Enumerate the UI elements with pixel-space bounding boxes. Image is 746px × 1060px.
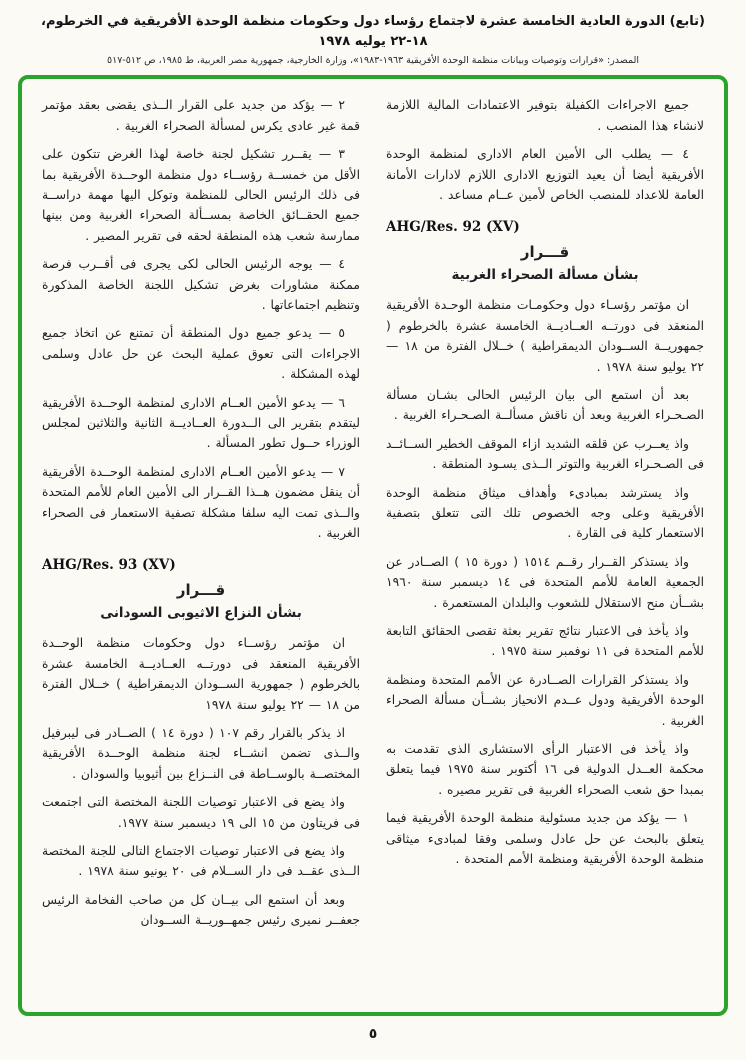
paragraph: واذ يستذكر القرارات الصــادرة عن الأمم المتحدة ومنظمة الوحدة الأفريقية ودول عــدم الانحياز بشــأن مسألة الصحراء الغربية .	[386, 672, 704, 728]
column-left	[42, 95, 360, 1002]
green-border-frame	[18, 75, 728, 1016]
paragraph: واذ يضع فى الاعتبار توصيات اللجنة المختصة التى اجتمعت فى فريتاون من ١٥ الى ١٩ ديسمبر سنة ١٩٧٧.	[42, 795, 360, 830]
paragraph: ٤ — يطلب الى الأمين العام الادارى لمنظمة الوحدة الأفريقية أيضا أن يعيد التوزيع الادارى اللازم لادارات الأمانة العامة للاعداد للمنصب الخاص لأمين عــام مساعد .	[386, 147, 704, 202]
paragraph: واذ يعــرب عن قلقه الشديد ازاء الموقف الخطير الســائــد فى الصـحـراء الغربية والتوتر الــذى يسـود المنطقة .	[386, 436, 704, 472]
resolution-title: قـــرار	[520, 243, 570, 262]
paragraph: ١ — يؤكد من جديد مسئولية منظمة الوحدة الأفريقية فيما يتعلق بالبحث عن حل عادل وسلمى وفقا لمبادىء ميثاقى منظمة الوحدة الأفريقية ومنظمة الأمم المتحدة .	[386, 811, 704, 867]
paragraph: واذ يأخذ فى الاعتبار الرأى الاستشارى الذى تقدمت به محكمة العــدل الدولية فى ١٦ أكتوبر سنة ١٩٧٥ فيما يتعلق بمبدا حق شعب الصحراء الغربية فى تقرير مصيره .	[386, 742, 704, 797]
page-header	[0, 0, 746, 67]
resolution-code: AHG/Res. 92 (XV)	[386, 219, 520, 236]
header-source-citation: المصدر: «قرارات وتوصيات وبيانات منظمة الوحدة الأفريقية ١٩٦٣-١٩٨٣»، وزارة الخارجية، جمهورية مصر العربية، ط ١٩٨٥، ص ٥١٢-٥١٧	[106, 55, 639, 66]
paragraph: ٦ — يدعو الأمين العــام الادارى لمنظمة الوحــدة الأفريقية ليتقدم بتقرير الى الــدورة العــاديــة الثانية والثلاثين لمجلس الوزراء حــول تطور المسألة .	[42, 395, 360, 451]
paragraph: اذ يذكر بالقرار رقم ١٠٧ ( دورة ١٤ ) الصــادر فى ليبرفيل والــذى تضمن انشــاء لجنة منظمة الوحــدة الأفريقية المختصــة بالوســاطة فى النــزاع بين أثيوبيا والسودان .	[42, 726, 360, 781]
paragraph: وبعد أن استمع الى بيــان كل من صاحب الفخامة الرئيس جعفــر نميرى رئيس جمهــوريــة الســودان	[42, 892, 360, 928]
paragraph: ان مؤتمر رؤســاء دول وحكومات منظمة الوحــدة الأفريقية المنعقد فى دورتــه العــاديــة الخامسة عشرة بالخرطوم ( جمهورية الســودان الديمقراطية ) خــلال الفترة من ١٨ — ٢٢ يوليو سنة ١٩٧٨	[42, 636, 360, 712]
paragraph: ٣ — يقــرر تشكيل لجنة خاصة لهذا الغرض تتكون على الأقل من خمســة رؤســاء دول منظمة الوحــدة الأفريقية بما فى ذلك الرئيس الحالى للمنظمة وتوكل اليها مهمة دراســة جميع الحقــائق الخاصة بمســألة الصحراء الغربية ومن بينها ممارسة شعب هذه المنطقة لحقه فى تقرير المصير .	[42, 147, 360, 243]
paragraph: جميع الاجراءات الكفيلة بتوفير الاعتمادات المالية اللازمة لانشاء هذا المنصب .	[386, 98, 704, 133]
header-title: (تابع) الدورة العادية الخامسة عشرة لاجتماع رؤساء دول وحكومات منظمة الوحدة الأفريقية في الخرطوم، ١٨-٢٢ يوليه ١٩٧٨	[41, 14, 705, 49]
paragraph: ٧ — يدعو الأمين العــام الادارى لمنظمة الوحــدة الأفريقية أن ينقل مضمون هــذا القــرار الى الأمين العام للأمم المتحدة والــذى تمت اليه سلفا مشكلة تصفية الاستعمار فى الصحراء الغربية .	[42, 464, 360, 541]
paragraph: ٤ — يوجه الرئيس الحالى لكى يجرى فى أقــرب فرصة ممكنة مشاورات بغرض تشكيل اللجنة الخاصة المذكورة وتنظيم اجتماعاتها .	[42, 257, 360, 312]
paragraph: واذ يأخذ فى الاعتبار نتائج تقرير بعثة تقصى الحقائق التابعة للأمم المتحدة فى ١١ نوفمبر سنة ١٩٧٥ .	[386, 624, 704, 659]
resolution-subtitle: بشأن النزاع الاثيوبى السودانى	[100, 605, 302, 622]
paragraph: ان مؤتمر رؤسـاء دول وحكومـات منظمة الوحـدة الأفريقية المنعقد فى دورتــه العــاديــة الخامسة عشرة بالخرطوم ( جمهوريــة الســودان الديمقراطية ) خــلال الفترة من ١٨ — ٢٢ يوليو سنة ١٩٧٨ .	[386, 298, 704, 374]
resolution-code: AHG/Res. 93 (XV)	[42, 557, 176, 574]
paragraph: ٢ — يؤكد من جديد على القرار الــذى يقضى بعقد مؤتمر قمة غير عادى يكرس لمسألة الصحراء الغربية .	[42, 98, 360, 133]
resolution-title: قـــرار	[176, 581, 226, 600]
paragraph: واذ يضع فى الاعتبار توصيات الاجتماع التالى للجنة المختصة الــذى عقــد فى دار الســلام فى ٢٠ يونيو سنة ١٩٧٨ .	[42, 844, 360, 879]
paragraph: بعد أن استمع الى بيان الرئيس الحالى بشـان مسألة الصـحـراء الغربية وبعد أن ناقش مسألــة الصـحـراء الغربية .	[386, 387, 704, 423]
paragraph: ٥ — يدعو جميع دول المنطقة أن تمتنع عن اتخاذ جميع الاجراءات التى تعوق عملية البحث عن حل عادل وسلمى لهذه المشكلة .	[42, 326, 360, 382]
paragraph: واذ يسترشد بمبادىء وأهداف ميثاق منظمة الوحدة الأفريقية وعلى وجه الخصوص تلك التى تتعلق بتصفية الاستعمار كلية فى القارة .	[386, 485, 704, 541]
column-right	[386, 95, 704, 1002]
paragraph: واذ يستذكر القــرار رقــم ١٥١٤ ( دورة ١٥ ) الصــادر عن الجمعية العامة للأمم المتحدة فى ١٤ ديسمبر سنة ١٩٦٠ بشــأن منح الاستقلال للشعوب والبلدان المستعمرة .	[386, 554, 705, 610]
two-column-layout	[22, 79, 724, 1012]
resolution-subtitle: بشأن مسألة الصحراء الغربية	[451, 267, 639, 284]
page-number: ٥	[368, 1026, 378, 1043]
